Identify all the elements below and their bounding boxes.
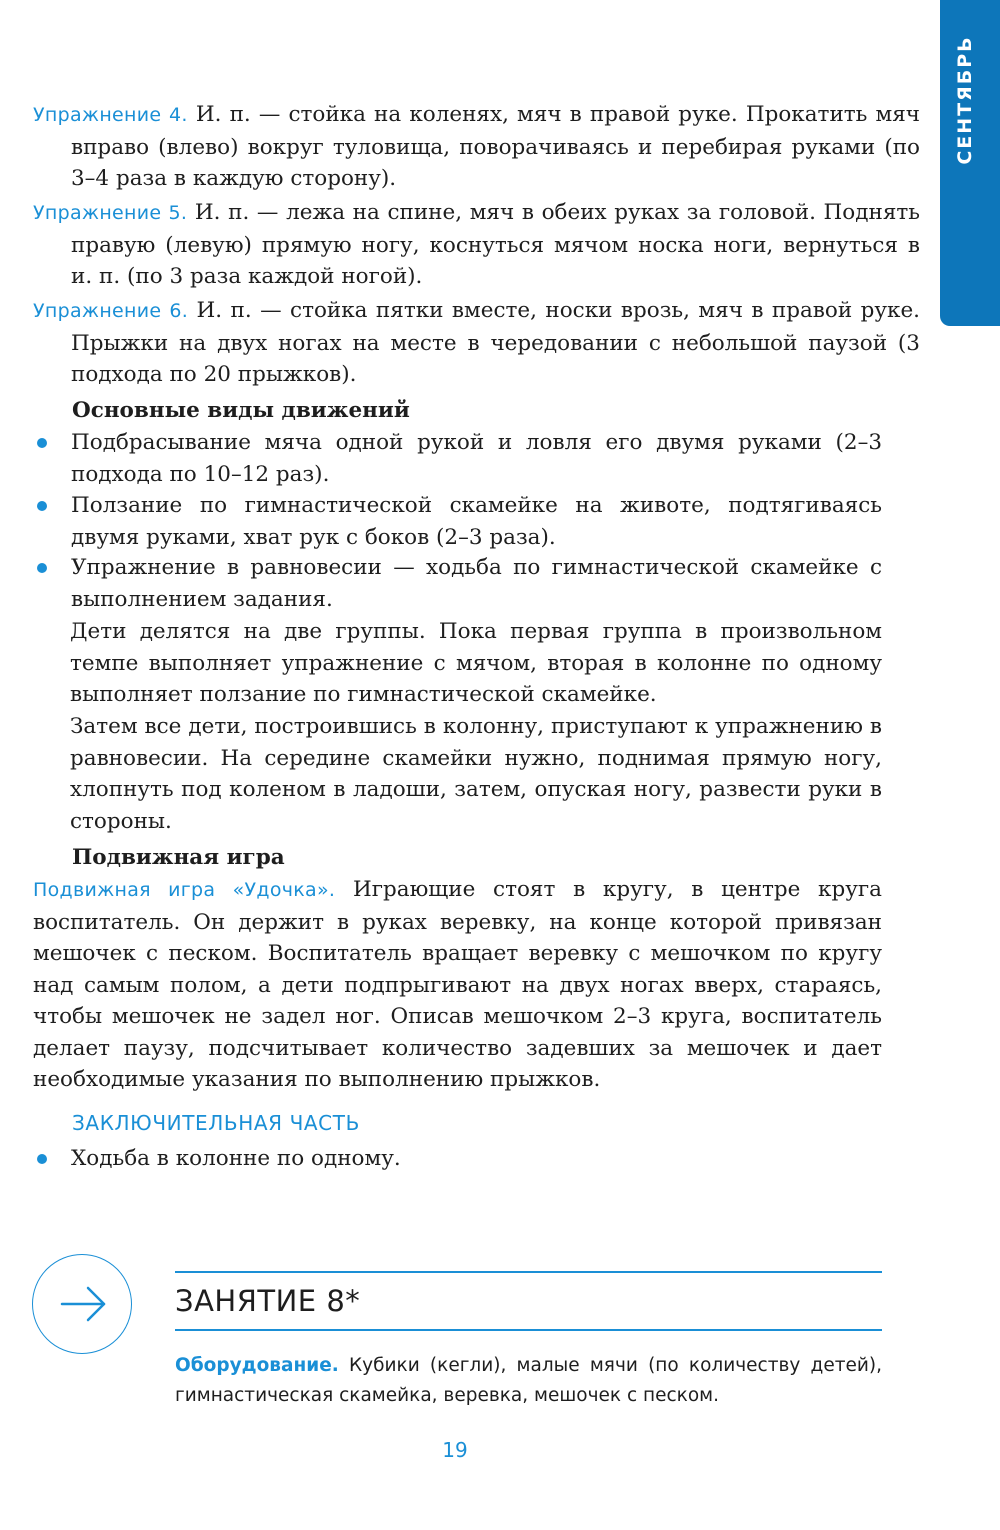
equipment-label: Оборудование. [175, 1355, 339, 1376]
bullet-dot [37, 563, 47, 573]
bullet-dot [37, 501, 47, 511]
main-movements-heading: Основные виды движений [72, 398, 410, 423]
bullet-dot [37, 438, 47, 448]
lesson-top-rule [175, 1271, 882, 1273]
equipment-text: Кубики (кегли), малые мячи (по количеству детей), гимнастическая скамейка, веревка, мешочек с песком. [175, 1355, 882, 1406]
groups-paragraph: Дети делятся на две группы. Пока первая группа в произвольном темпе выполняет упражнение с мячом, вторая в колонне по одному выполняет ползание по гимнастической скамейке. [70, 619, 882, 707]
bullet-item [33, 427, 882, 490]
lesson-arrow-circle [32, 1254, 132, 1354]
exercise-6 [33, 295, 920, 391]
month-tab [940, 0, 1000, 326]
equipment-paragraph [175, 1351, 882, 1411]
exercise-label: Упражнение 5. [33, 202, 188, 224]
exercise-text: И. п. — лежа на спине, мяч в обеих руках за головой. Поднять правую (левую) прямую ногу, коснуться мячом носка ноги, вернуться в и. п. (по 3 раза каждой ногой). [71, 200, 920, 289]
lesson-bottom-rule [175, 1329, 882, 1331]
exercise-text: И. п. — стойка на коленях, мяч в правой руке. Прокатить мяч вправо (влево) вокруг туловища, поворачиваясь и перебирая руками (по 3–4 раза в каждую сторону). [71, 102, 920, 191]
bullet-text: Ползание по гимнастической скамейке на животе, подтягиваясь двумя руками, хват рук с боков (2–3 раза). [71, 493, 882, 550]
bullet-text: Ходьба в колонне по одному. [71, 1146, 401, 1171]
exercise-label: Упражнение 4. [33, 104, 188, 126]
bullet-text: Подбрасывание мяча одной рукой и ловля его двумя руками (2–3 подхода по 10–12 раз). [71, 430, 882, 487]
bullet-text: Упражнение в равновесии — ходьба по гимнастической скамейке с выполнением задания. [71, 555, 882, 612]
bullet-item [33, 552, 882, 615]
exercise-text: И. п. — стойка пятки вместе, носки врозь, мяч в правой руке. Прыжки на двух ногах на месте в чередовании с небольшой паузой (3 подхода по 20 прыжков). [71, 298, 920, 387]
bullet-dot [37, 1154, 47, 1164]
game-paragraph [33, 874, 882, 1096]
bullet-item [33, 490, 882, 553]
page-number: 19 [442, 1438, 468, 1462]
month-tab-label: СЕНТЯБРЬ [954, 35, 976, 165]
lesson-title: ЗАНЯТИЕ 8* [175, 1284, 361, 1318]
balance-paragraph: Затем все дети, построившись в колонну, приступают к упражнению в равновесии. На середине скамейки нужно, поднимая прямую ногу, хлопнуть под коленом в ладоши, затем, опуская ногу, развести руки в стороны. [70, 714, 882, 834]
exercise-4 [33, 99, 920, 195]
final-part-heading: ЗАКЛЮЧИТЕЛЬНАЯ ЧАСТЬ [72, 1111, 360, 1135]
game-label: Подвижная игра «Удочка». [33, 879, 336, 901]
arrow-right-icon [33, 1255, 130, 1352]
game-text: Играющие стоят в кругу, в центре круга воспитатель. Он держит в руках веревку, на конце которой привязан мешочек с песком. Воспитатель вращает веревку с мешочком по кругу над самым полом, а дети подпрыгивают на двух ногах вверх, стараясь, чтобы мешочек не задел ног. Описав мешочком 2–3 круга, воспитатель делает паузу, подсчитывает количество задевших за мешочек и дает необходимые указания по выполнению прыжков. [33, 877, 882, 1092]
exercise-label: Упражнение 6. [33, 300, 189, 322]
exercise-5 [33, 197, 920, 293]
bullet-item [33, 1143, 882, 1175]
game-heading: Подвижная игра [72, 845, 285, 870]
